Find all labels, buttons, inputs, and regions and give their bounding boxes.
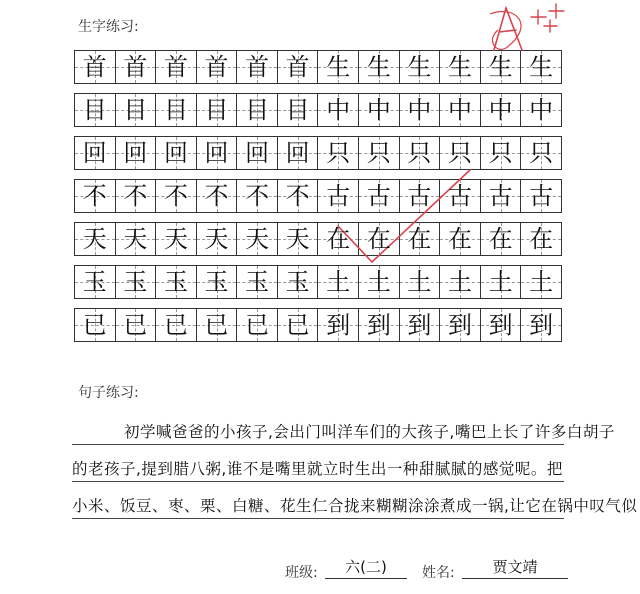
grid-cell — [75, 137, 116, 169]
grid-cell — [116, 180, 157, 212]
grid-cell — [521, 51, 561, 83]
practice-character: 只 — [447, 139, 472, 167]
practice-character: 回 — [163, 139, 188, 167]
practice-character: 目 — [245, 96, 270, 124]
grid-cell — [156, 51, 197, 83]
grid-cell — [318, 94, 359, 126]
grid-cell — [400, 94, 441, 126]
class-field: 六(二) — [325, 556, 407, 579]
practice-character: 只 — [529, 139, 554, 167]
sentence-text: 小米、饭豆、枣、栗、白糖、花生仁合拢来糊糊涂涂煮成一锅,让它在锅中叹气似 — [72, 497, 638, 515]
practice-character: 回 — [123, 139, 148, 167]
sentence-section-title: 句子练习: — [78, 385, 139, 401]
sentence-line — [72, 482, 638, 519]
char-section-title: 生字练习: — [78, 19, 139, 35]
grid-cell — [400, 180, 441, 212]
practice-character: 土 — [488, 268, 513, 296]
grid-cell — [359, 137, 400, 169]
grid-cell — [481, 94, 522, 126]
grid-row — [74, 93, 562, 127]
grid-cell — [440, 180, 481, 212]
grid-cell — [278, 223, 319, 255]
grid-cell — [116, 94, 157, 126]
practice-character: 天 — [82, 225, 107, 253]
grid-cell — [237, 137, 278, 169]
grid-cell — [75, 180, 116, 212]
grid-cell — [481, 309, 522, 341]
grid-cell — [521, 266, 561, 298]
practice-character: 玉 — [245, 268, 270, 296]
grid-cell — [197, 51, 238, 83]
grid-cell — [75, 94, 116, 126]
practice-character: 生 — [529, 53, 554, 81]
practice-character: 古 — [488, 182, 513, 210]
grid-cell — [156, 266, 197, 298]
practice-character: 生 — [488, 53, 513, 81]
practice-character: 在 — [529, 225, 554, 253]
grid-row — [74, 50, 562, 84]
grid-cell — [237, 180, 278, 212]
grid-cell — [197, 266, 238, 298]
practice-character: 中 — [407, 96, 432, 124]
grid-cell — [237, 266, 278, 298]
practice-character: 土 — [447, 268, 472, 296]
grid-cell — [318, 266, 359, 298]
practice-character: 在 — [366, 225, 391, 253]
practice-character: 已 — [285, 311, 310, 339]
practice-character: 首 — [285, 53, 310, 81]
practice-character: 首 — [163, 53, 188, 81]
practice-character: 只 — [366, 139, 391, 167]
grid-cell — [521, 180, 561, 212]
practice-character: 古 — [529, 182, 554, 210]
grid-cell — [359, 266, 400, 298]
grid-cell — [400, 137, 441, 169]
practice-character: 玉 — [204, 268, 229, 296]
grid-cell — [75, 266, 116, 298]
practice-character: 不 — [285, 182, 310, 210]
practice-character: 首 — [204, 53, 229, 81]
grid-cell — [359, 223, 400, 255]
practice-character: 只 — [407, 139, 432, 167]
practice-character: 玉 — [163, 268, 188, 296]
practice-character: 古 — [447, 182, 472, 210]
grid-cell — [521, 137, 561, 169]
practice-character: 已 — [204, 311, 229, 339]
grid-cell — [481, 180, 522, 212]
practice-character: 在 — [488, 225, 513, 253]
grid-cell — [481, 137, 522, 169]
grid-cell — [278, 94, 319, 126]
practice-character: 玉 — [123, 268, 148, 296]
practice-character: 到 — [447, 311, 472, 339]
grid-cell — [440, 309, 481, 341]
grid-cell — [440, 223, 481, 255]
grid-cell — [400, 223, 441, 255]
grid-cell — [521, 223, 561, 255]
practice-character: 生 — [447, 53, 472, 81]
practice-character: 不 — [204, 182, 229, 210]
practice-character: 古 — [366, 182, 391, 210]
practice-character: 只 — [326, 139, 351, 167]
grid-cell — [156, 223, 197, 255]
grid-cell — [197, 137, 238, 169]
practice-character: 在 — [407, 225, 432, 253]
grid-cell — [197, 223, 238, 255]
practice-character: 已 — [82, 311, 107, 339]
practice-character: 生 — [407, 53, 432, 81]
grid-cell — [481, 223, 522, 255]
practice-character: 天 — [204, 225, 229, 253]
grid-cell — [440, 94, 481, 126]
grid-cell — [440, 137, 481, 169]
grid-cell — [156, 137, 197, 169]
grid-cell — [400, 309, 441, 341]
grid-cell — [156, 180, 197, 212]
practice-character: 回 — [204, 139, 229, 167]
practice-character: 目 — [204, 96, 229, 124]
grid-cell — [75, 51, 116, 83]
class-label: 班级: — [285, 565, 318, 581]
practice-character: 玉 — [285, 268, 310, 296]
practice-character: 玉 — [82, 268, 107, 296]
grid-cell — [359, 180, 400, 212]
grid-cell — [116, 309, 157, 341]
grid-cell — [400, 266, 441, 298]
grid-cell — [237, 51, 278, 83]
practice-character: 回 — [285, 139, 310, 167]
practice-character: 已 — [123, 311, 148, 339]
sentence-line — [72, 445, 564, 482]
practice-character: 只 — [488, 139, 513, 167]
grid-cell — [116, 137, 157, 169]
grid-cell — [156, 309, 197, 341]
practice-character: 天 — [245, 225, 270, 253]
practice-character: 目 — [82, 96, 107, 124]
grid-cell — [278, 137, 319, 169]
practice-character: 已 — [163, 311, 188, 339]
practice-character: 已 — [245, 311, 270, 339]
practice-character: 不 — [163, 182, 188, 210]
grid-cell — [521, 309, 561, 341]
grid-cell — [318, 223, 359, 255]
character-practice-grid — [74, 50, 562, 351]
grid-cell — [197, 309, 238, 341]
practice-character: 中 — [529, 96, 554, 124]
grid-cell — [116, 223, 157, 255]
practice-character: 目 — [163, 96, 188, 124]
grid-cell — [75, 223, 116, 255]
sentence-text: 初学喊爸爸的小孩子,会出门叫洋车们的大孩子,嘴巴上长了许多白胡子 — [124, 423, 615, 441]
grid-cell — [440, 266, 481, 298]
practice-character: 到 — [366, 311, 391, 339]
grid-cell — [197, 180, 238, 212]
grid-cell — [400, 51, 441, 83]
grid-cell — [318, 137, 359, 169]
name-field: 贾文靖 — [462, 556, 568, 579]
practice-character: 在 — [447, 225, 472, 253]
grid-cell — [359, 309, 400, 341]
grid-row — [74, 308, 562, 342]
sentence-practice-area — [72, 408, 638, 519]
grid-row — [74, 179, 562, 213]
practice-character: 到 — [407, 311, 432, 339]
practice-character: 中 — [366, 96, 391, 124]
practice-character: 中 — [488, 96, 513, 124]
practice-character: 不 — [82, 182, 107, 210]
practice-character: 首 — [245, 53, 270, 81]
grid-cell — [156, 94, 197, 126]
grid-cell — [318, 309, 359, 341]
grid-row — [74, 222, 562, 256]
practice-character: 土 — [326, 268, 351, 296]
practice-character: 首 — [82, 53, 107, 81]
grid-cell — [440, 51, 481, 83]
practice-character: 土 — [366, 268, 391, 296]
grid-cell — [75, 309, 116, 341]
practice-character: 首 — [123, 53, 148, 81]
grid-cell — [521, 94, 561, 126]
grid-cell — [359, 94, 400, 126]
practice-character: 古 — [407, 182, 432, 210]
practice-character: 回 — [245, 139, 270, 167]
practice-character: 到 — [529, 311, 554, 339]
grid-row — [74, 265, 562, 299]
practice-character: 目 — [123, 96, 148, 124]
grid-cell — [481, 51, 522, 83]
grid-cell — [318, 51, 359, 83]
sentence-line — [72, 408, 615, 445]
grid-row — [74, 136, 562, 170]
practice-character: 古 — [326, 182, 351, 210]
sentence-text: 的老孩子,提到腊八粥,谁不是嘴里就立时生出一种甜腻腻的感觉呢。把 — [72, 460, 563, 478]
grid-cell — [116, 51, 157, 83]
practice-character: 中 — [447, 96, 472, 124]
practice-character: 天 — [123, 225, 148, 253]
practice-character: 天 — [163, 225, 188, 253]
practice-character: 生 — [366, 53, 391, 81]
grid-cell — [278, 309, 319, 341]
practice-character: 到 — [326, 311, 351, 339]
practice-character: 不 — [123, 182, 148, 210]
practice-character: 在 — [326, 225, 351, 253]
practice-character: 目 — [285, 96, 310, 124]
practice-character: 回 — [82, 139, 107, 167]
grid-cell — [237, 223, 278, 255]
practice-character: 到 — [488, 311, 513, 339]
grid-cell — [237, 94, 278, 126]
grid-cell — [278, 180, 319, 212]
grid-cell — [278, 266, 319, 298]
practice-character: 中 — [326, 96, 351, 124]
grid-cell — [278, 51, 319, 83]
practice-character: 土 — [407, 268, 432, 296]
practice-character: 土 — [529, 268, 554, 296]
grid-cell — [116, 266, 157, 298]
practice-character: 天 — [285, 225, 310, 253]
practice-character: 不 — [245, 182, 270, 210]
grid-cell — [197, 94, 238, 126]
practice-character: 生 — [326, 53, 351, 81]
grid-cell — [237, 309, 278, 341]
grid-cell — [359, 51, 400, 83]
name-label: 姓名: — [422, 565, 455, 581]
grid-cell — [481, 266, 522, 298]
grid-cell — [318, 180, 359, 212]
